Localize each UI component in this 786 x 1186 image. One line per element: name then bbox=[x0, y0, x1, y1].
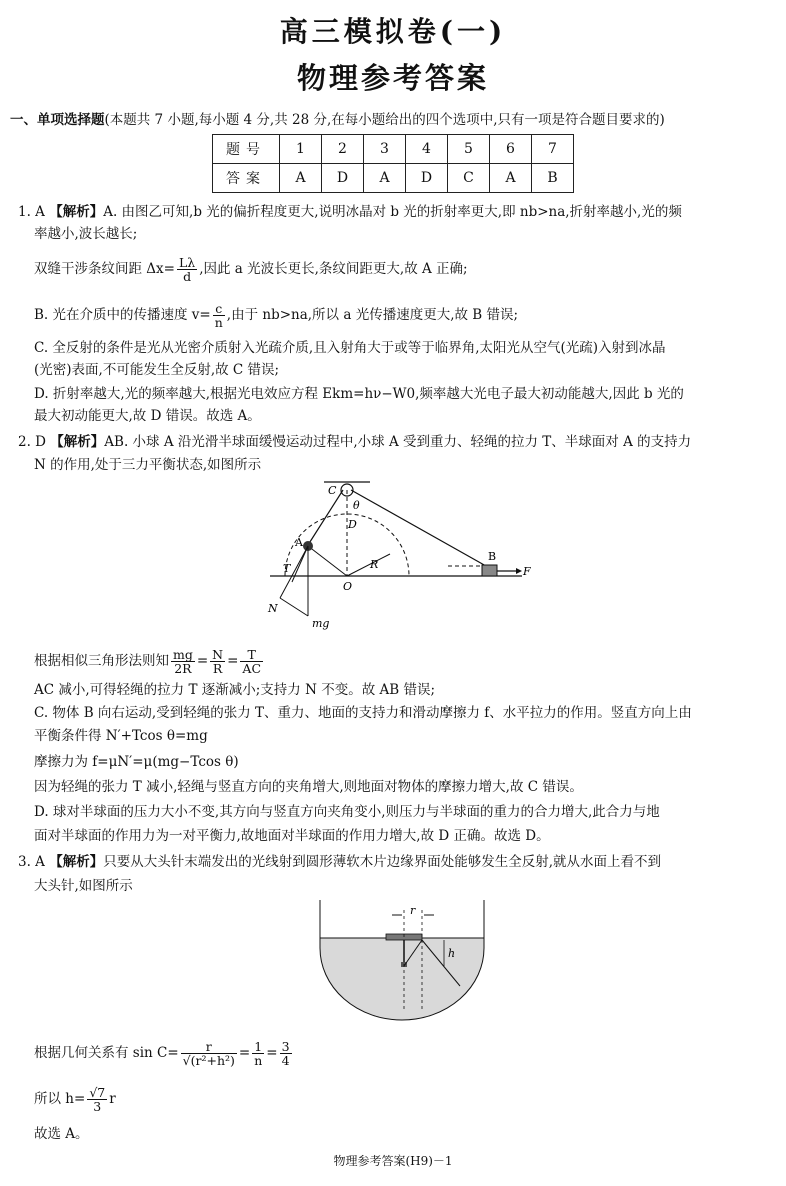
table-row bbox=[213, 135, 574, 164]
q3-tag: 【解析】 bbox=[49, 854, 104, 870]
label-r: r bbox=[410, 904, 416, 917]
q3-line: 大头针,如图所示 bbox=[34, 878, 133, 894]
rope-ca bbox=[308, 490, 343, 545]
numerator: Lλ bbox=[178, 255, 196, 270]
section-title: 一、单项选择题 bbox=[10, 112, 105, 128]
equals-sign: = bbox=[266, 1045, 278, 1061]
numerator: √7 bbox=[89, 1085, 106, 1100]
radius-line bbox=[308, 546, 347, 576]
label-c: C bbox=[328, 484, 337, 497]
q3-line bbox=[34, 1086, 116, 1113]
page-footer: 物理参考答案(H9)－1 bbox=[333, 1154, 453, 1168]
table-cell: A bbox=[280, 164, 322, 193]
denominator: R bbox=[212, 661, 223, 676]
q3-text: 只要从大头针末端发出的光线射到圆形薄软木片边缘界面处能够发生全反射,就从水面上看不到 bbox=[103, 854, 662, 870]
label-f: F bbox=[523, 565, 531, 578]
q2-text: AB. 小球 A 沿光滑半球面缓慢运动过程中,小球 A 受到重力、轻绳的拉力 T、半球面对 A 的支持力 bbox=[104, 434, 692, 450]
q3-line: 故选 A。 bbox=[34, 1126, 89, 1142]
equals-sign: = bbox=[196, 653, 209, 669]
fraction bbox=[87, 1086, 107, 1113]
arrow-icon bbox=[516, 568, 522, 574]
q2-line bbox=[18, 432, 691, 452]
label-o: O bbox=[343, 580, 353, 593]
page-title: 高三模拟卷(一) bbox=[279, 15, 507, 48]
denominator: AC bbox=[242, 661, 262, 676]
table-cell: 6 bbox=[490, 135, 532, 164]
denominator: n bbox=[254, 1053, 263, 1068]
denominator: 3 bbox=[93, 1099, 102, 1114]
table-cell: 2 bbox=[322, 135, 364, 164]
q1-line bbox=[34, 256, 468, 283]
table-cell: 4 bbox=[406, 135, 448, 164]
label-h: h bbox=[448, 947, 456, 960]
q3-line bbox=[34, 1040, 294, 1067]
answer-table bbox=[212, 134, 574, 193]
fraction bbox=[252, 1040, 264, 1067]
table-cell: 3 bbox=[364, 135, 406, 164]
table-header-cell: 题号 bbox=[213, 135, 280, 164]
q3-head: 3. A bbox=[18, 854, 45, 870]
numerator: 3 bbox=[281, 1039, 290, 1054]
q1-text: ,由于 nb>na,所以 a 光传播速度更大,故 B 错误; bbox=[226, 307, 519, 323]
section-note: (本题共 7 小题,每小题 4 分,共 28 分,在每小题给出的四个选项中,只有一项是符合题目要求的) bbox=[104, 112, 665, 128]
water-bowl bbox=[320, 938, 484, 1020]
table-cell: 5 bbox=[448, 135, 490, 164]
label-b: B bbox=[488, 550, 497, 563]
q1-text: 双缝干涉条纹间距 Δx= bbox=[34, 261, 175, 277]
label-n: N bbox=[268, 602, 278, 615]
q2-line: 摩擦力为 f=μN′=μ(mg−Tcos θ) bbox=[34, 754, 239, 770]
table-header-cell: 答案 bbox=[213, 164, 280, 193]
table-cell: C bbox=[448, 164, 490, 193]
fraction bbox=[177, 256, 197, 283]
denominator: 2R bbox=[174, 661, 192, 676]
equals-sign: = bbox=[238, 1045, 251, 1061]
q2-line: 因为轻绳的张力 T 减小,轻绳与竖直方向的夹角增大,则地面对物体的摩擦力增大,故 C 错误。 bbox=[34, 779, 583, 795]
numerator: mg bbox=[173, 647, 193, 662]
q1-line: 率越小,波长越长; bbox=[34, 226, 138, 242]
numerator: r bbox=[181, 1040, 237, 1054]
cork-pin-diagram bbox=[318, 900, 488, 1024]
q1-text: B. 光在介质中的传播速度 v= bbox=[34, 307, 211, 323]
page-subtitle: 物理参考答案 bbox=[296, 61, 489, 95]
q2-head: 2. D bbox=[18, 434, 46, 450]
label-d: D bbox=[348, 518, 357, 531]
label-mg: mg bbox=[312, 617, 330, 630]
fraction bbox=[210, 648, 225, 675]
numerator: 1 bbox=[252, 1040, 264, 1054]
numerator: N bbox=[212, 647, 224, 662]
label-t: T bbox=[283, 562, 291, 575]
table-row bbox=[213, 164, 574, 193]
q2-line bbox=[34, 648, 265, 675]
q3-line bbox=[18, 852, 661, 872]
q2-line: 面对半球面的作用力为一对平衡力,故地面对半球面的作用力增大,故 D 正确。故选 D。 bbox=[34, 828, 550, 844]
denominator: d bbox=[183, 269, 192, 284]
q1-line bbox=[18, 202, 682, 222]
table-cell: D bbox=[406, 164, 448, 193]
label-r: R bbox=[370, 558, 379, 571]
q1-line bbox=[34, 302, 518, 329]
q1-line: C. 全反射的条件是光从光密介质射入光疏介质,且入射角大于或等于临界角,太阳光从空气(光疏)入射到冰晶 bbox=[34, 340, 666, 356]
numerator: c bbox=[213, 302, 225, 316]
denominator: n bbox=[214, 315, 223, 330]
q1-text: A. 由图乙可知,b 光的偏折程度更大,说明冰晶对 b 光的折射率更大,即 nb>na,折射率越小,光的频 bbox=[103, 204, 682, 220]
block-b bbox=[482, 565, 497, 576]
q2-line: AC 减小,可得轻绳的拉力 T 逐渐减小;支持力 N 不变。故 AB 错误; bbox=[34, 682, 435, 698]
equals-sign: = bbox=[227, 653, 239, 669]
denominator: √(r²+h²) bbox=[182, 1053, 235, 1068]
fraction bbox=[240, 648, 263, 675]
q1-head: 1. A bbox=[18, 204, 45, 220]
table-cell: D bbox=[322, 164, 364, 193]
table-cell: 1 bbox=[280, 135, 322, 164]
q2-text: 根据相似三角形法则知 bbox=[34, 653, 169, 669]
q2-line: C. 物体 B 向右运动,受到轻绳的张力 T、重力、地面的支持力和滑动摩擦力 f、水平拉力的作用。竖直方向上由 bbox=[34, 705, 692, 721]
q3-text: 根据几何关系有 sin C= bbox=[34, 1045, 179, 1061]
q2-line: D. 球对半球面的压力大小不变,其方向与竖直方向夹角变小,则压力与半球面的重力的合力增大,此合力与地 bbox=[34, 804, 660, 820]
q3-text: r bbox=[109, 1091, 116, 1107]
q2-line: 平衡条件得 N′+Tcos θ=mg bbox=[34, 728, 208, 744]
denominator: 4 bbox=[281, 1053, 290, 1068]
table-cell: 7 bbox=[532, 135, 574, 164]
fraction bbox=[171, 648, 195, 675]
numerator: T bbox=[240, 648, 263, 662]
q3-text: 所以 h= bbox=[34, 1091, 86, 1107]
fraction bbox=[181, 1040, 237, 1067]
q1-text: ,因此 a 光波长更长,条纹间距更大,故 A 正确; bbox=[199, 261, 468, 277]
radius-r-line bbox=[347, 554, 390, 576]
table-cell: A bbox=[364, 164, 406, 193]
hemisphere-force-diagram bbox=[250, 478, 550, 638]
label-theta: θ bbox=[353, 499, 360, 512]
rope-cb bbox=[351, 490, 486, 566]
q1-line: D. 折射率越大,光的频率越大,根据光电效应方程 Ekm=hν−W0,频率越大光电子最大初动能越大,因此 b 光的 bbox=[34, 386, 684, 402]
fraction bbox=[213, 302, 225, 329]
triangle-side bbox=[280, 598, 308, 616]
fraction bbox=[280, 1040, 292, 1067]
table-cell: B bbox=[532, 164, 574, 193]
q2-tag: 【解析】 bbox=[50, 434, 105, 450]
q1-line: 最大初动能更大,故 D 错误。故选 A。 bbox=[34, 408, 261, 424]
table-cell: A bbox=[490, 164, 532, 193]
q1-tag: 【解析】 bbox=[49, 204, 104, 220]
label-a: A bbox=[295, 536, 303, 549]
section-heading bbox=[10, 110, 665, 130]
q2-line: N 的作用,处于三力平衡状态,如图所示 bbox=[34, 457, 262, 473]
q1-line: (光密)表面,不可能发生全反射,故 C 错误; bbox=[34, 362, 280, 378]
